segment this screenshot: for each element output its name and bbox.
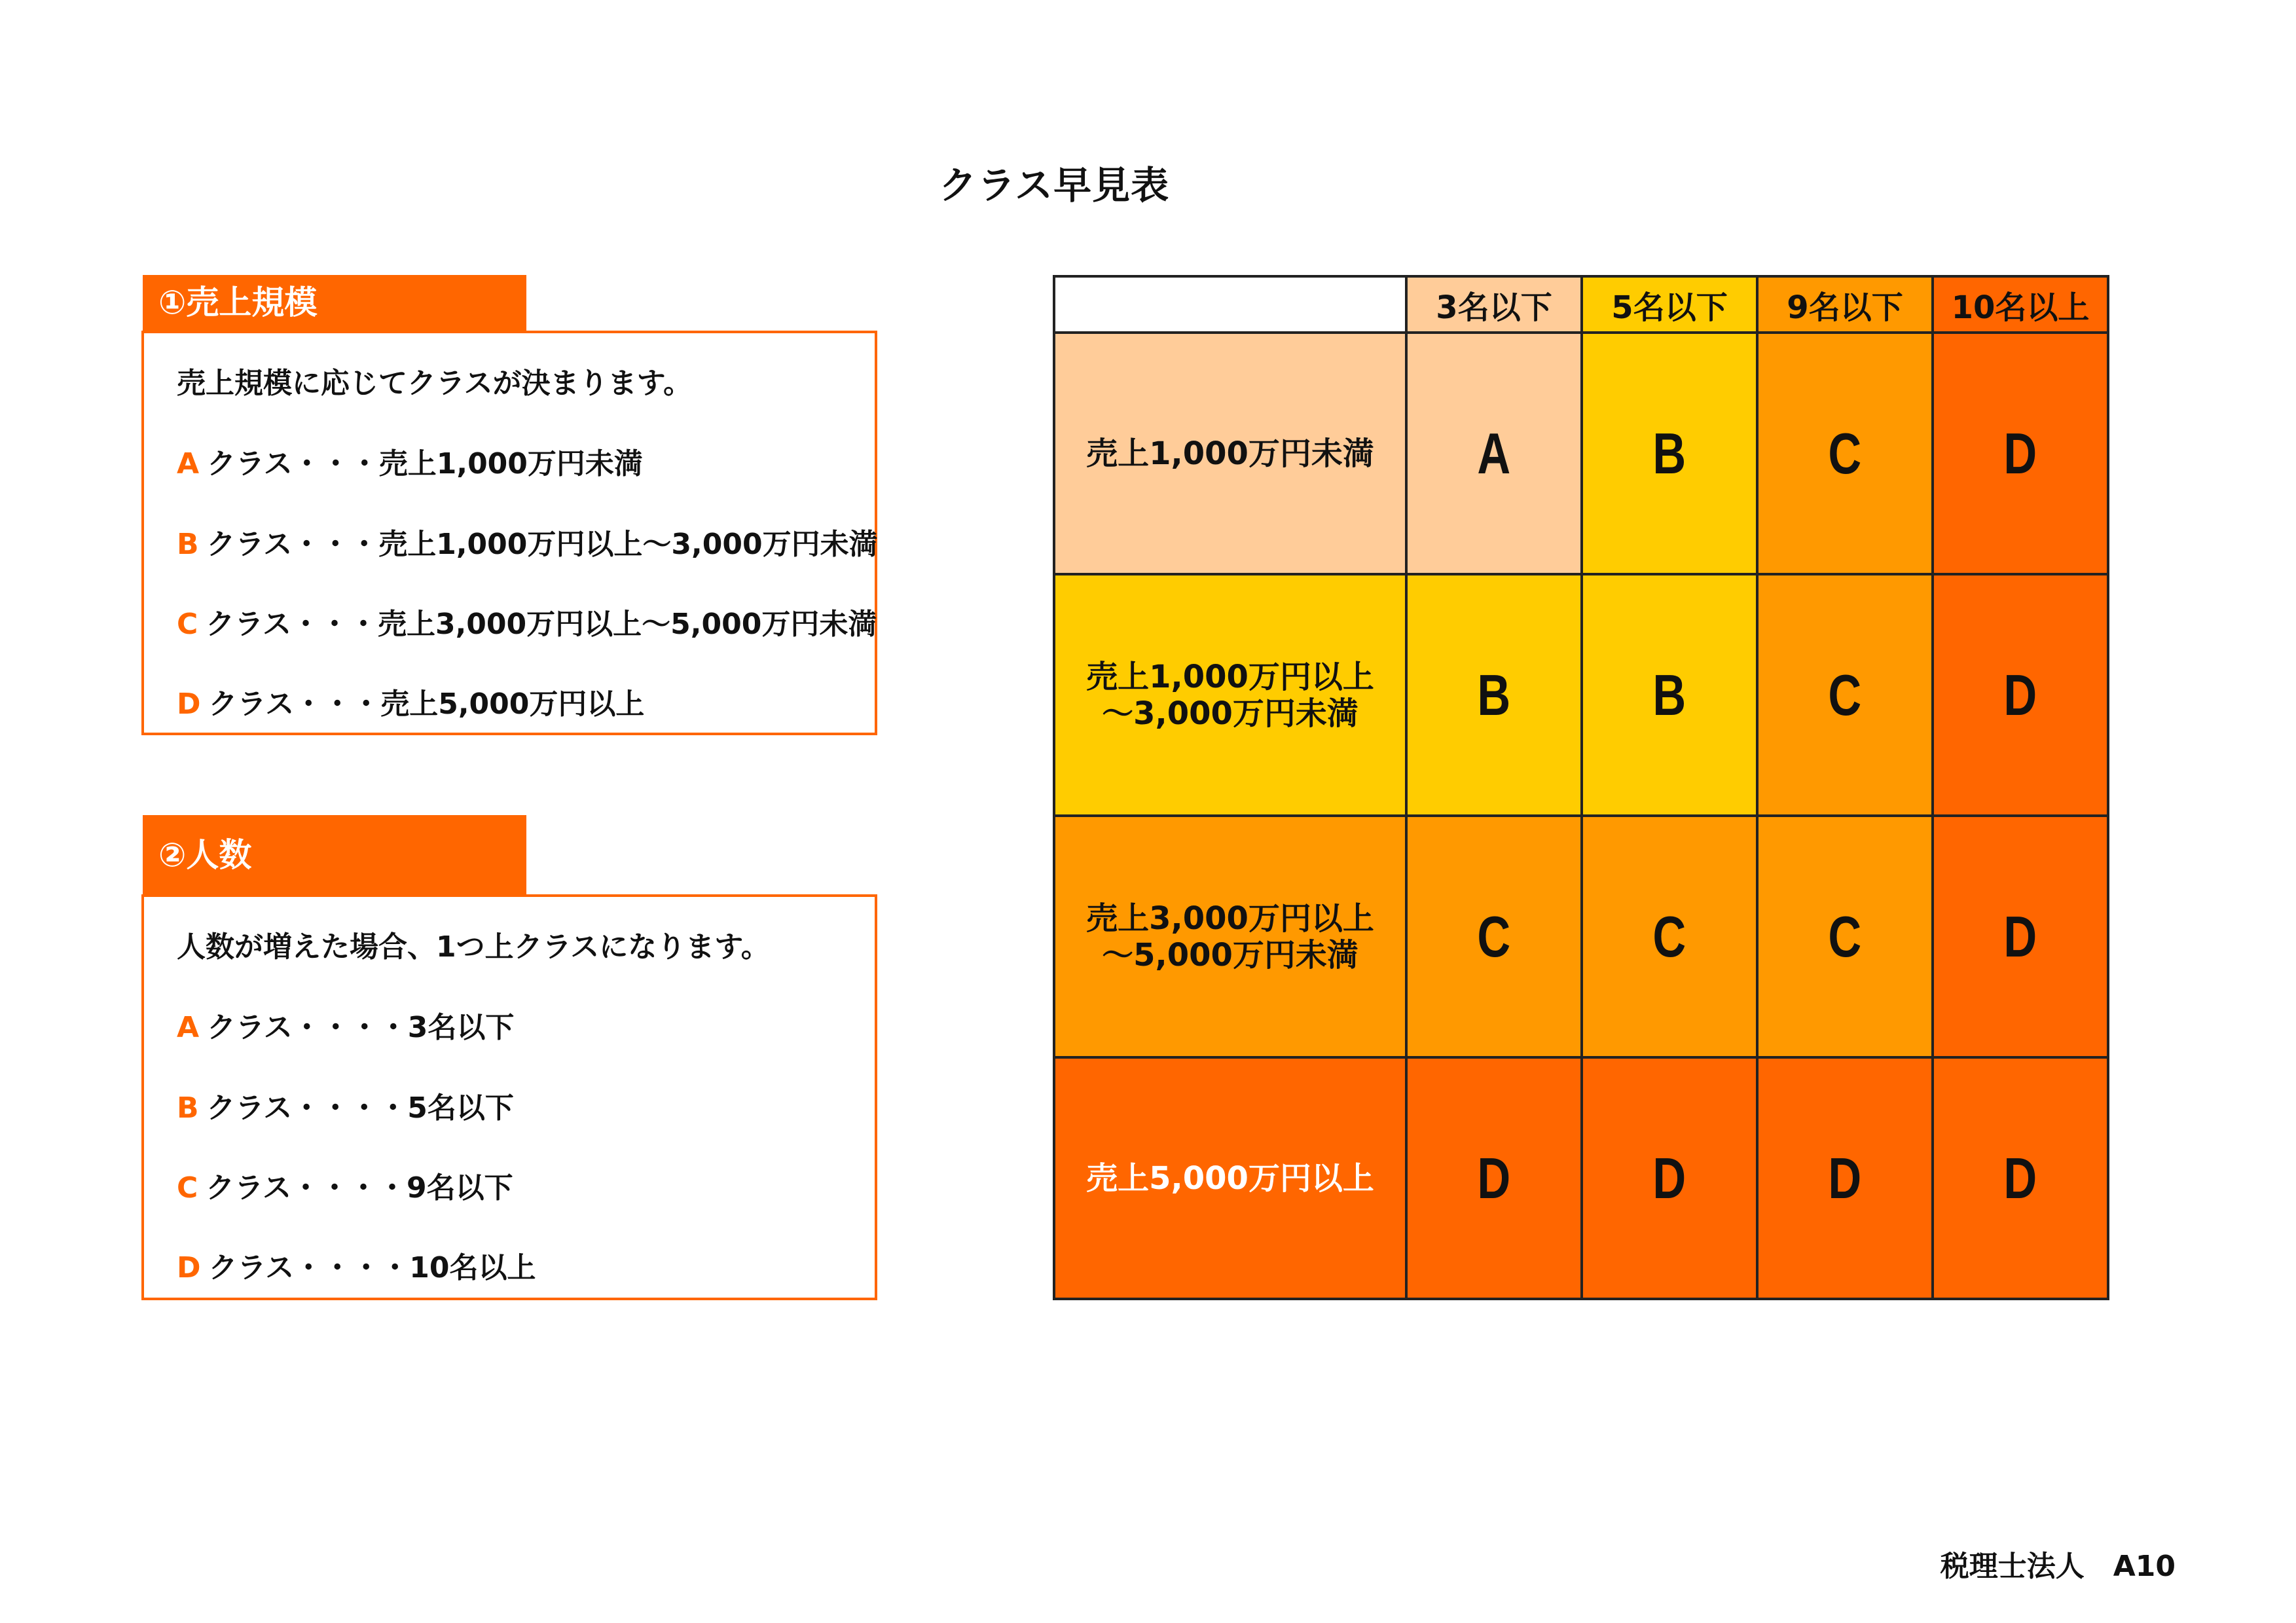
grade-cell — [1406, 816, 1582, 1057]
grade-letter: C — [1828, 662, 1862, 727]
class-letter: D — [177, 687, 201, 721]
grade-letter: B — [1652, 662, 1686, 727]
grade-cell — [1933, 816, 2108, 1057]
grade-cell — [1757, 816, 1933, 1057]
column-header: 9名以下 — [1757, 276, 1933, 333]
sales-class-item — [177, 680, 644, 722]
row-header — [1054, 574, 1406, 816]
row-label: 売上5,000万円以上 — [1086, 1159, 1374, 1197]
row-label: 売上1,000万円以上 〜3,000万円未満 — [1086, 658, 1374, 732]
page-title: クラス早見表 — [938, 163, 1170, 208]
grade-letter: D — [2003, 420, 2037, 486]
headcount-class-item — [177, 1164, 513, 1206]
matrix-row — [1054, 333, 2108, 574]
column-header: 3名以下 — [1406, 276, 1582, 333]
grade-letter: D — [2003, 1145, 2037, 1211]
class-description: クラス・・・・3名以下 — [207, 1011, 515, 1044]
grade-letter: D — [1477, 1145, 1511, 1211]
row-header — [1054, 816, 1406, 1057]
sales-class-item — [177, 600, 877, 642]
grade-cell — [1582, 1057, 1757, 1299]
grade-cell — [1757, 1057, 1933, 1299]
row-header — [1054, 1057, 1406, 1299]
row-header — [1054, 333, 1406, 574]
grade-cell — [1406, 1057, 1582, 1299]
class-letter: D — [177, 1251, 201, 1285]
grade-cell — [1582, 333, 1757, 574]
row-label: 売上3,000万円以上 〜5,000万円未満 — [1086, 900, 1374, 974]
grade-cell — [1933, 574, 2108, 816]
headcount-intro: 人数が増えた場合、1つ上クラスになります。 — [177, 930, 770, 964]
class-letter: B — [177, 528, 199, 561]
grade-letter: C — [1828, 420, 1862, 486]
class-description: クラス・・・売上3,000万円以上〜5,000万円未満 — [206, 608, 877, 641]
sales-class-item — [177, 440, 643, 482]
class-description: クラス・・・売上1,000万円未満 — [207, 447, 643, 481]
sales-scale-intro: 売上規模に応じてクラスが決まります。 — [177, 367, 693, 400]
sales-class-item — [177, 520, 878, 562]
class-description: クラス・・・・9名以下 — [206, 1171, 513, 1205]
headcount-class-item — [177, 1004, 514, 1046]
grade-letter: C — [1477, 903, 1511, 969]
grade-letter: B — [1652, 420, 1686, 486]
sales-scale-panel — [141, 331, 877, 735]
grade-cell — [1757, 574, 1933, 816]
grade-cell — [1582, 816, 1757, 1057]
grade-letter: D — [2003, 662, 2037, 727]
sales-scale-heading: ①売上規模 — [143, 275, 526, 331]
grade-cell — [1406, 574, 1582, 816]
class-letter: C — [177, 1171, 198, 1205]
headcount-heading: ②人数 — [143, 815, 526, 895]
class-letter: B — [177, 1091, 199, 1125]
grade-cell — [1933, 1057, 2108, 1299]
class-matrix-table — [1053, 275, 2109, 1300]
grade-letter: C — [1652, 903, 1686, 969]
matrix-row — [1054, 816, 2108, 1057]
headcount-class-item — [177, 1084, 514, 1126]
headcount-panel — [141, 894, 877, 1300]
headcount-class-item — [177, 1244, 536, 1286]
class-description: クラス・・・・10名以上 — [208, 1251, 536, 1285]
firm-name-footer: 税理士法人 A10 — [1940, 1550, 2176, 1583]
grade-cell — [1582, 574, 1757, 816]
matrix-row — [1054, 1057, 2108, 1299]
grade-letter: D — [2003, 903, 2037, 969]
column-header: 10名以上 — [1933, 276, 2108, 333]
class-letter: A — [177, 1011, 200, 1044]
grade-letter: C — [1828, 903, 1862, 969]
grade-letter: D — [1652, 1145, 1686, 1211]
class-letter: A — [177, 447, 200, 481]
class-letter: C — [177, 608, 198, 641]
column-header: 5名以下 — [1582, 276, 1757, 333]
grade-cell — [1933, 333, 2108, 574]
grade-letter: D — [1828, 1145, 1862, 1211]
class-description: クラス・・・売上1,000万円以上〜3,000万円未満 — [206, 528, 878, 561]
matrix-row — [1054, 574, 2108, 816]
matrix-corner-cell — [1054, 276, 1406, 333]
grade-cell — [1406, 333, 1582, 574]
class-description: クラス・・・・5名以下 — [206, 1091, 514, 1125]
class-description: クラス・・・売上5,000万円以上 — [208, 687, 645, 721]
grade-letter: B — [1477, 662, 1511, 727]
grade-cell — [1757, 333, 1933, 574]
grade-letter: A — [1477, 420, 1511, 486]
matrix-header-row — [1054, 276, 2108, 333]
row-label: 売上1,000万円未満 — [1086, 435, 1374, 472]
